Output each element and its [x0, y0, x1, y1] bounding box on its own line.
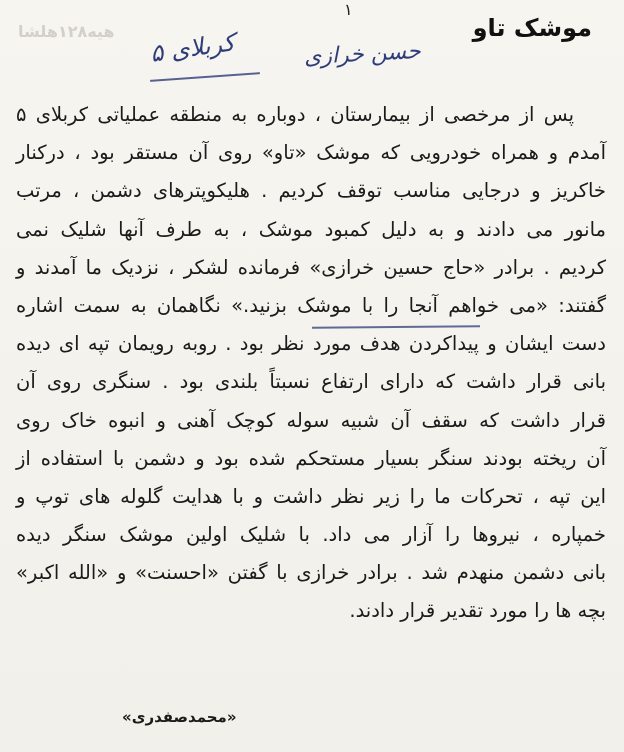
paragraph-line: این تپه ، تحرکات ما را زیر نظر داشت و با هدایت گلوله های توپ و	[16, 484, 606, 508]
page-number: ١	[344, 0, 353, 19]
paragraph-line: بچه ها را مورد تقدیر قرار دادند.	[349, 599, 606, 623]
paragraph-line: گفتند: «می خواهم آنجا را با موشک بزنید.» نگاهمان به سمت اشاره	[16, 293, 606, 317]
paragraph-line: کردیم . برادر «حاج حسین خرازی» فرمانده لشکر ، نزدیک ما آمدند و	[16, 255, 606, 279]
handwritten-operation: کربلای ۵	[148, 28, 237, 68]
paragraph-line: مانور می دادند و به دلیل کمبود موشک ، به طرف آنها شلیک نمی	[16, 217, 606, 241]
handwritten-name: حسن خرازی	[303, 38, 422, 71]
handwritten-underline	[150, 72, 260, 82]
paragraph-line: پس از مرخصی از بیمارستان ، دوباره به منطقه عملیاتی کربلای ۵	[16, 103, 574, 126]
bleed-through-text: هیه۱۲۸هلشا	[18, 22, 115, 41]
paragraph-line: آن ریخته بودند سنگر بسیار مستحکم شده بود و دشمن با استفاده از	[16, 446, 606, 470]
story-paragraph	[16, 96, 606, 631]
paragraph-line: خاکریز و درجایی مناسب توقف کردیم . هلیکوپترهای دشمن ، مرتب	[16, 179, 606, 203]
paragraph-line: دست ایشان و پیداکردن هدف مورد نظر بود . روبه رویمان تپه ای دیده	[16, 332, 606, 356]
paragraph-line: قرار داشت که سقف آن شبیه سوله کوچک آهنی و انبوه خاک روی	[16, 408, 606, 432]
paragraph-line: آمدم و همراه خودرویی که موشک «تاو» روی آن مستقر بود ، درکنار	[16, 141, 606, 165]
author-signature: «محمدصفدری»	[122, 708, 237, 726]
paragraph-line: خمپاره ، نیروها را آزار می داد. با شلیک اولین موشک سنگر دیده	[16, 523, 606, 547]
paragraph-line: بانی دشمن منهدم شد . برادر خرازی با گفتن «احسنت» و «الله اکبر»	[16, 561, 606, 585]
paragraph-line: بانی قرار داشت که دارای ارتفاع نسبتاً بلندی بود . سنگری روی آن	[16, 370, 606, 394]
page-title: موشک تاو	[472, 14, 592, 42]
